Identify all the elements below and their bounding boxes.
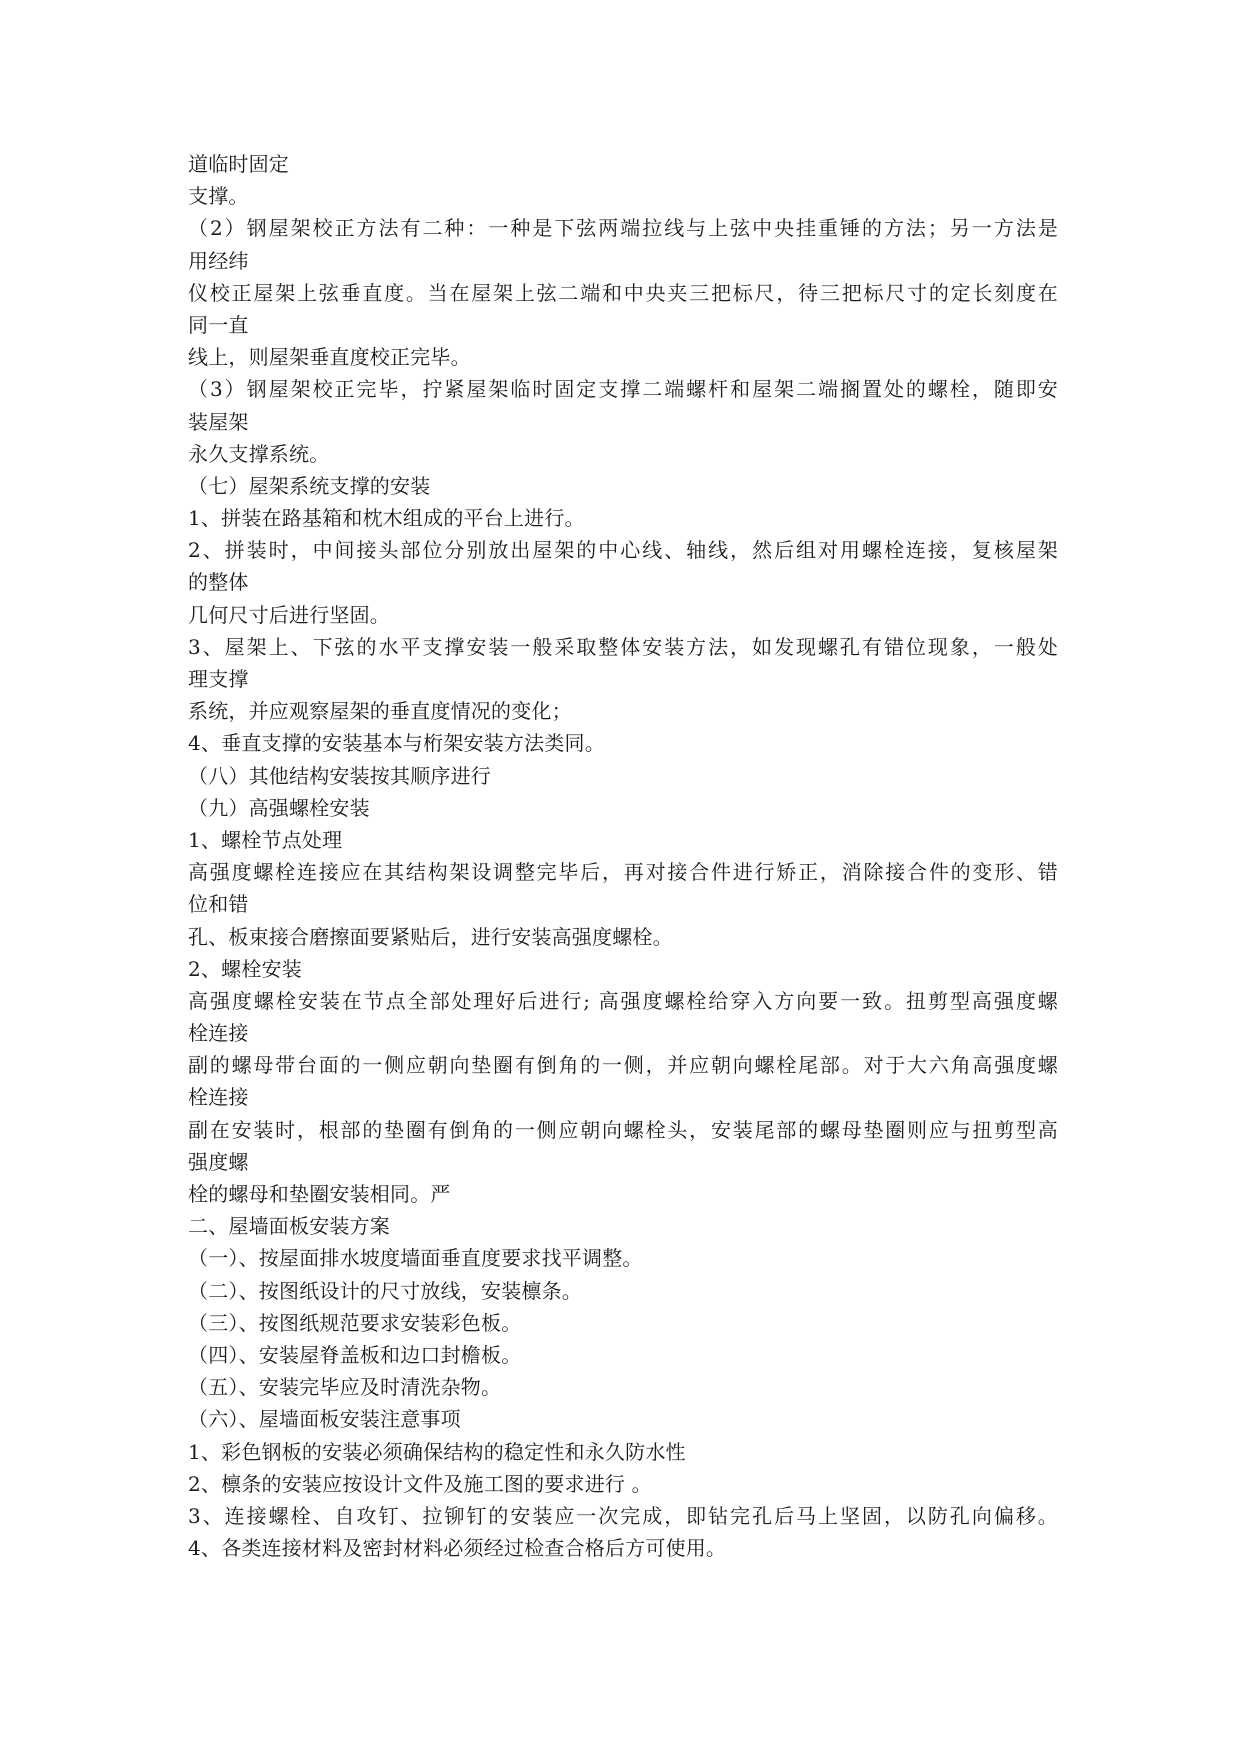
text-line: 栓连接	[188, 1021, 249, 1046]
text-line: （六）、屋墙面板安装注意事项	[188, 1407, 461, 1432]
text-line: 栓的螺母和垫圈安装相同。严	[188, 1182, 451, 1206]
text-line: （八）其他结构安装按其顺序进行	[188, 763, 491, 788]
text-line: 线上，则屋架垂直度校正完毕。	[188, 345, 471, 370]
text-line: 高强度螺栓安装在节点全部处理好后进行; 高强度螺栓给穿入方向要一致。扭剪型高强度螺	[188, 988, 1058, 1013]
text-line: 1、彩色钢板的安装必须确保结构的稳定性和永久防水性	[188, 1439, 686, 1464]
text-line: （三）、按图纸规范要求安装彩色板。	[188, 1310, 522, 1335]
text-line: （四）、安装屋脊盖板和边口封檐板。	[188, 1342, 522, 1367]
text-line: 2、檩条的安装应按设计文件及施工图的要求进行 。	[188, 1471, 652, 1496]
text-line: 支撑。	[188, 184, 249, 209]
text-line: 强度螺	[188, 1149, 249, 1174]
text-line: 永久支撑系统。	[188, 441, 330, 466]
text-line: 几何尺寸后进行坚固。	[188, 602, 390, 627]
text-line: 3、连接螺栓、自攻钉、拉铆钉的安装应一次完成，即钻完孔后马上坚固，以防孔向偏移。	[188, 1503, 1058, 1528]
document-body	[188, 148, 1058, 1564]
text-line: 系统，并应观察屋架的垂直度情况的变化；	[188, 699, 572, 724]
text-line: 高强度螺栓连接应在其结构架设调整完毕后，再对接合件进行矫正，消除接合件的变形、错	[188, 860, 1058, 885]
text-line: 同一直	[188, 312, 249, 337]
text-line: 二、屋墙面板安装方案	[188, 1214, 390, 1239]
text-line: （2）钢屋架校正方法有二种：一种是下弦两端拉线与上弦中央挂重锤的方法；另一方法是	[188, 216, 1058, 241]
text-line: 仪校正屋架上弦垂直度。当在屋架上弦二端和中央夹三把标尺，待三把标尺寸的定长刻度在	[188, 280, 1058, 305]
text-line: （九）高强螺栓安装	[188, 795, 370, 820]
text-line: 副的螺母带台面的一侧应朝向垫圈有倒角的一侧，并应朝向螺栓尾部。对于大六角高强度螺	[188, 1053, 1058, 1078]
text-line: 4、垂直支撑的安装基本与桁架安装方法类同。	[188, 731, 605, 756]
text-line: 1、螺栓节点处理	[188, 827, 343, 852]
text-line: 栓连接	[188, 1085, 249, 1110]
text-line: 2、螺栓安装	[188, 956, 302, 981]
text-line: 道临时固定	[188, 152, 289, 176]
text-line: （七）屋架系统支撑的安装	[188, 473, 431, 498]
text-line: （二）、按图纸设计的尺寸放线，安装檩条。	[188, 1278, 582, 1303]
text-line: （3）钢屋架校正完毕，拧紧屋架临时固定支撑二端螺杆和屋架二端搁置处的螺栓，随即安	[188, 377, 1058, 402]
text-line: 位和错	[188, 892, 249, 917]
text-line: 用经纬	[188, 248, 249, 273]
text-line: 的整体	[188, 570, 249, 595]
text-line: 装屋架	[188, 409, 249, 434]
text-line: （五）、安装完毕应及时清洗杂物。	[188, 1375, 502, 1400]
text-line: 3、屋架上、下弦的水平支撑安装一般采取整体安装方法，如发现螺孔有错位现象，一般处	[188, 634, 1058, 659]
text-line: 2、拼装时，中间接头部位分别放出屋架的中心线、轴线，然后组对用螺栓连接，复核屋架	[188, 538, 1058, 563]
text-line: 副在安装时，根部的垫圈有倒角的一侧应朝向螺栓头，安装尾部的螺母垫圈则应与扭剪型高	[188, 1117, 1058, 1142]
text-line: 理支撑	[188, 667, 249, 691]
text-line: （一）、按屋面排水坡度墙面垂直度要求找平调整。	[188, 1246, 643, 1271]
text-line: 孔、板束接合磨擦面要紧贴后，进行安装高强度螺栓。	[188, 924, 673, 949]
text-line: 1、拼装在路基箱和枕木组成的平台上进行。	[188, 506, 585, 531]
text-line: 4、各类连接材料及密封材料必须经过检查合格后方可使用。	[188, 1536, 727, 1561]
